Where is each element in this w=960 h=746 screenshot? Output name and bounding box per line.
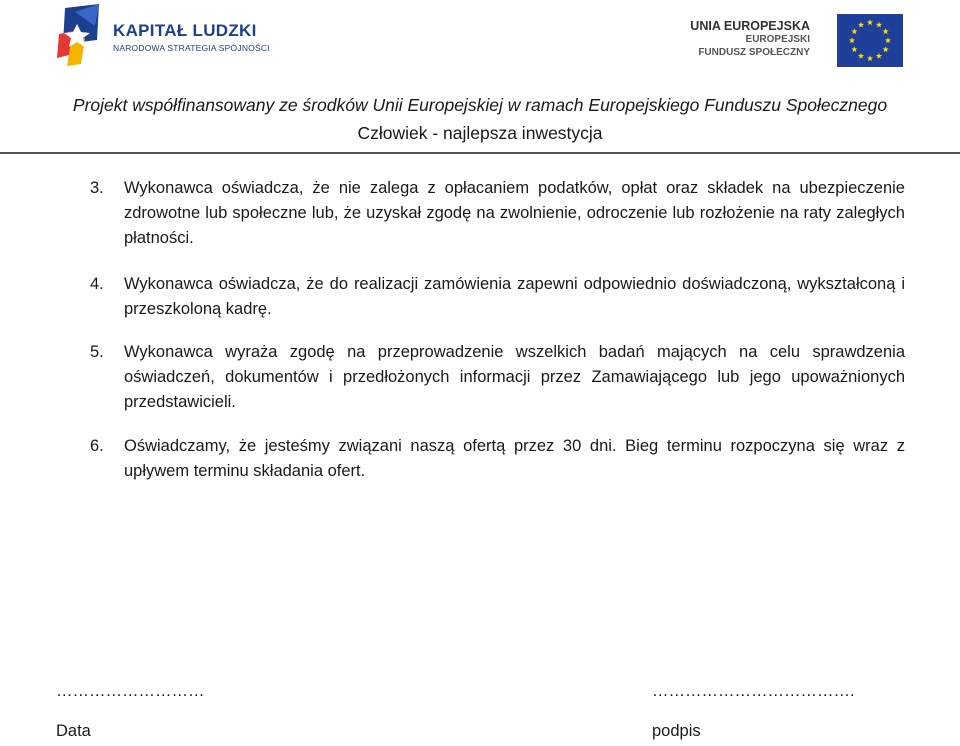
project-slogan: Człowiek - najlepsza inwestycja bbox=[357, 123, 603, 143]
kapital-ludzki-logo bbox=[55, 4, 270, 66]
list-item-number: 6. bbox=[90, 437, 104, 455]
list-item-text: Wykonawca wyraża zgodę na przeprowadzenie wszelkich badań mających na celu sprawdzenia oświadczeń, dokumentów i przedłożonych informacji przez Zamawiającego lub jego upoważnionych przedstawicieli. bbox=[124, 343, 905, 411]
list-item-number: 5. bbox=[90, 343, 104, 361]
list-item-number: 3. bbox=[90, 179, 104, 197]
eu-flag-icon bbox=[837, 14, 903, 67]
list-item bbox=[90, 340, 905, 415]
date-signature-line: ……………………… bbox=[56, 682, 205, 700]
eu-logo-text bbox=[690, 20, 810, 59]
list-item bbox=[90, 272, 905, 322]
header-divider bbox=[0, 152, 960, 154]
list-item-text: Wykonawca oświadcza, że do realizacji zamówienia zapewni odpowiednio doświadczoną, wykształconą i przeszkoloną kadrę. bbox=[124, 275, 905, 318]
eu-logo-line1: UNIA EUROPEJSKA bbox=[690, 19, 810, 33]
eu-logo bbox=[690, 12, 905, 70]
signature-label: podpis bbox=[652, 722, 701, 740]
list-item-number: 4. bbox=[90, 275, 104, 293]
list-item bbox=[90, 434, 905, 484]
kapital-ludzki-flag-icon bbox=[55, 4, 107, 66]
signature-line: ………………………………. bbox=[652, 682, 855, 700]
document-header bbox=[0, 0, 960, 154]
project-cofinancing-line: Projekt współfinansowany ze środków Unii Europejskiej w ramach Europejskiego Funduszu Społecznego bbox=[72, 95, 888, 115]
eu-logo-line2: EUROPEJSKI bbox=[745, 34, 810, 45]
date-label: Data bbox=[56, 722, 91, 740]
list-item-text: Oświadczamy, że jesteśmy związani naszą ofertą przez 30 dni. Bieg terminu rozpoczyna się wraz z upływem terminu składania ofert. bbox=[124, 437, 905, 480]
list-item bbox=[90, 176, 905, 251]
kapital-ludzki-subtitle: NARODOWA STRATEGIA SPÓJNOŚCI bbox=[113, 43, 270, 53]
kapital-ludzki-title: KAPITAŁ LUDZKI bbox=[113, 21, 257, 40]
eu-logo-line3: FUNDUSZ SPOŁECZNY bbox=[698, 47, 810, 58]
list-item-text: Wykonawca oświadcza, że nie zalega z opłacaniem podatków, opłat oraz składek na ubezpieczenie zdrowotne lub społeczne lub, że uzyskał zgodę na zwolnienie, odroczenie lub rozłożenie na raty zaległych płatności. bbox=[124, 179, 905, 247]
